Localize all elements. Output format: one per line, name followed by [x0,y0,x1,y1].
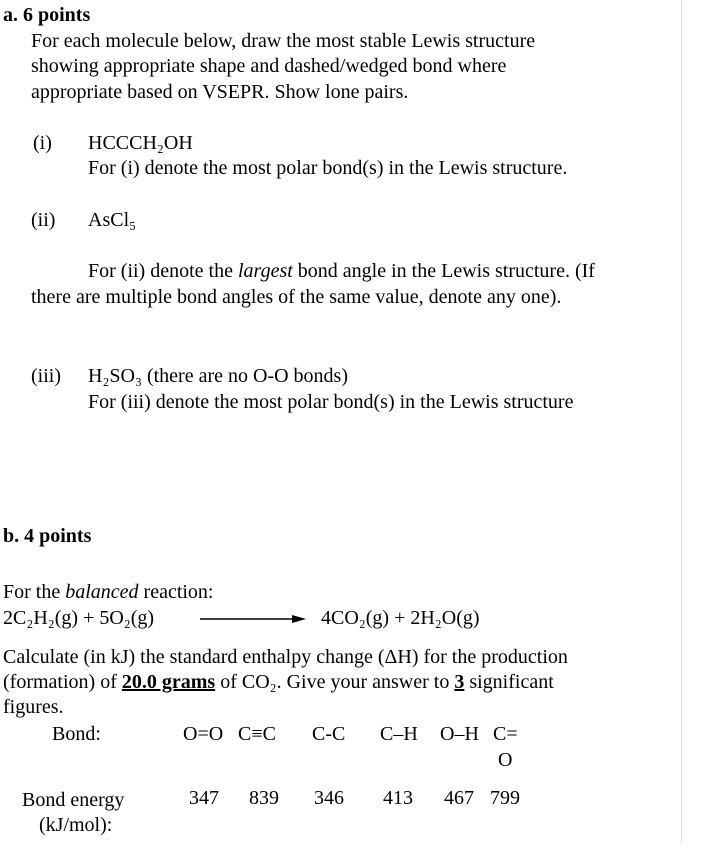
reaction-intro: For the balanced reaction: [3,581,214,603]
reaction-reactants: 2C₂H₂(g) + 5O₂(g) [3,607,155,629]
bond-co-top: C= [493,723,518,745]
bond-co-bottom: O [498,749,513,771]
item-i-number: (i) [33,132,52,154]
reaction-products: 4CO₂(g) + 2H₂O(g) [321,607,480,629]
item-iii-formula: H₂SO₃ (there are no O-O bonds) [88,365,348,387]
sig-fig-count: 3 [454,671,465,693]
instruction-line-1: For each molecule below, draw the most stable Lewis structure [31,30,536,52]
bond-cc-single: C-C [312,723,346,745]
emphasis-largest: largest [237,260,293,282]
emphasis-balanced: balanced [65,581,139,603]
part-b-heading: b. 4 points [3,525,92,547]
item-i-note: For (i) denote the most polar bond(s) in the Lewis structure. [88,157,568,179]
item-iii-number: (iii) [31,365,61,387]
bond-label: Bond: [52,723,101,745]
energy-oh: 467 [444,787,474,809]
item-i-formula: HCCCH₂OH [88,132,193,154]
bond-cc-triple: C≡C [238,723,276,745]
energy-label-line-1: Bond energy [22,789,125,811]
calc-line-1: Calculate (in kJ) the standard enthalpy change (ΔH) for the production [3,646,568,668]
energy-ch: 413 [383,787,413,809]
energy-oo: 347 [189,787,219,809]
energy-label-line-2: (kJ/mol): [39,814,113,836]
page-edge-divider [681,0,682,844]
reaction-arrow-icon [200,612,306,626]
item-ii-note: For (ii) denote the largest bond angle in the Lewis structure. (If [88,260,595,282]
instruction-line-3: appropriate based on VSEPR. Show lone pairs. [31,81,409,103]
item-ii-note-line-2: there are multiple bond angles of the same value, denote any one). [31,286,562,308]
item-ii-number: (ii) [31,209,56,231]
mass-20g: 20.0 grams [121,671,216,693]
calc-line-3: figures. [3,696,64,718]
bond-oo: O=O [183,723,224,745]
energy-co: 799 [490,787,520,809]
bond-oh: O–H [440,723,479,745]
item-ii-formula: AsCl₅ [88,209,137,231]
instruction-line-2: showing appropriate shape and dashed/wedged bond where [31,55,507,77]
energy-cc-single: 346 [314,787,344,809]
part-a-heading: a. 6 points [3,4,91,26]
calc-line-2: (formation) of 20.0 grams of CO₂. Give your answer to 3 significant [3,671,554,693]
item-iii-note: For (iii) denote the most polar bond(s) in the Lewis structure [88,391,574,413]
bond-ch: C–H [380,723,418,745]
energy-cc-triple: 839 [249,787,279,809]
